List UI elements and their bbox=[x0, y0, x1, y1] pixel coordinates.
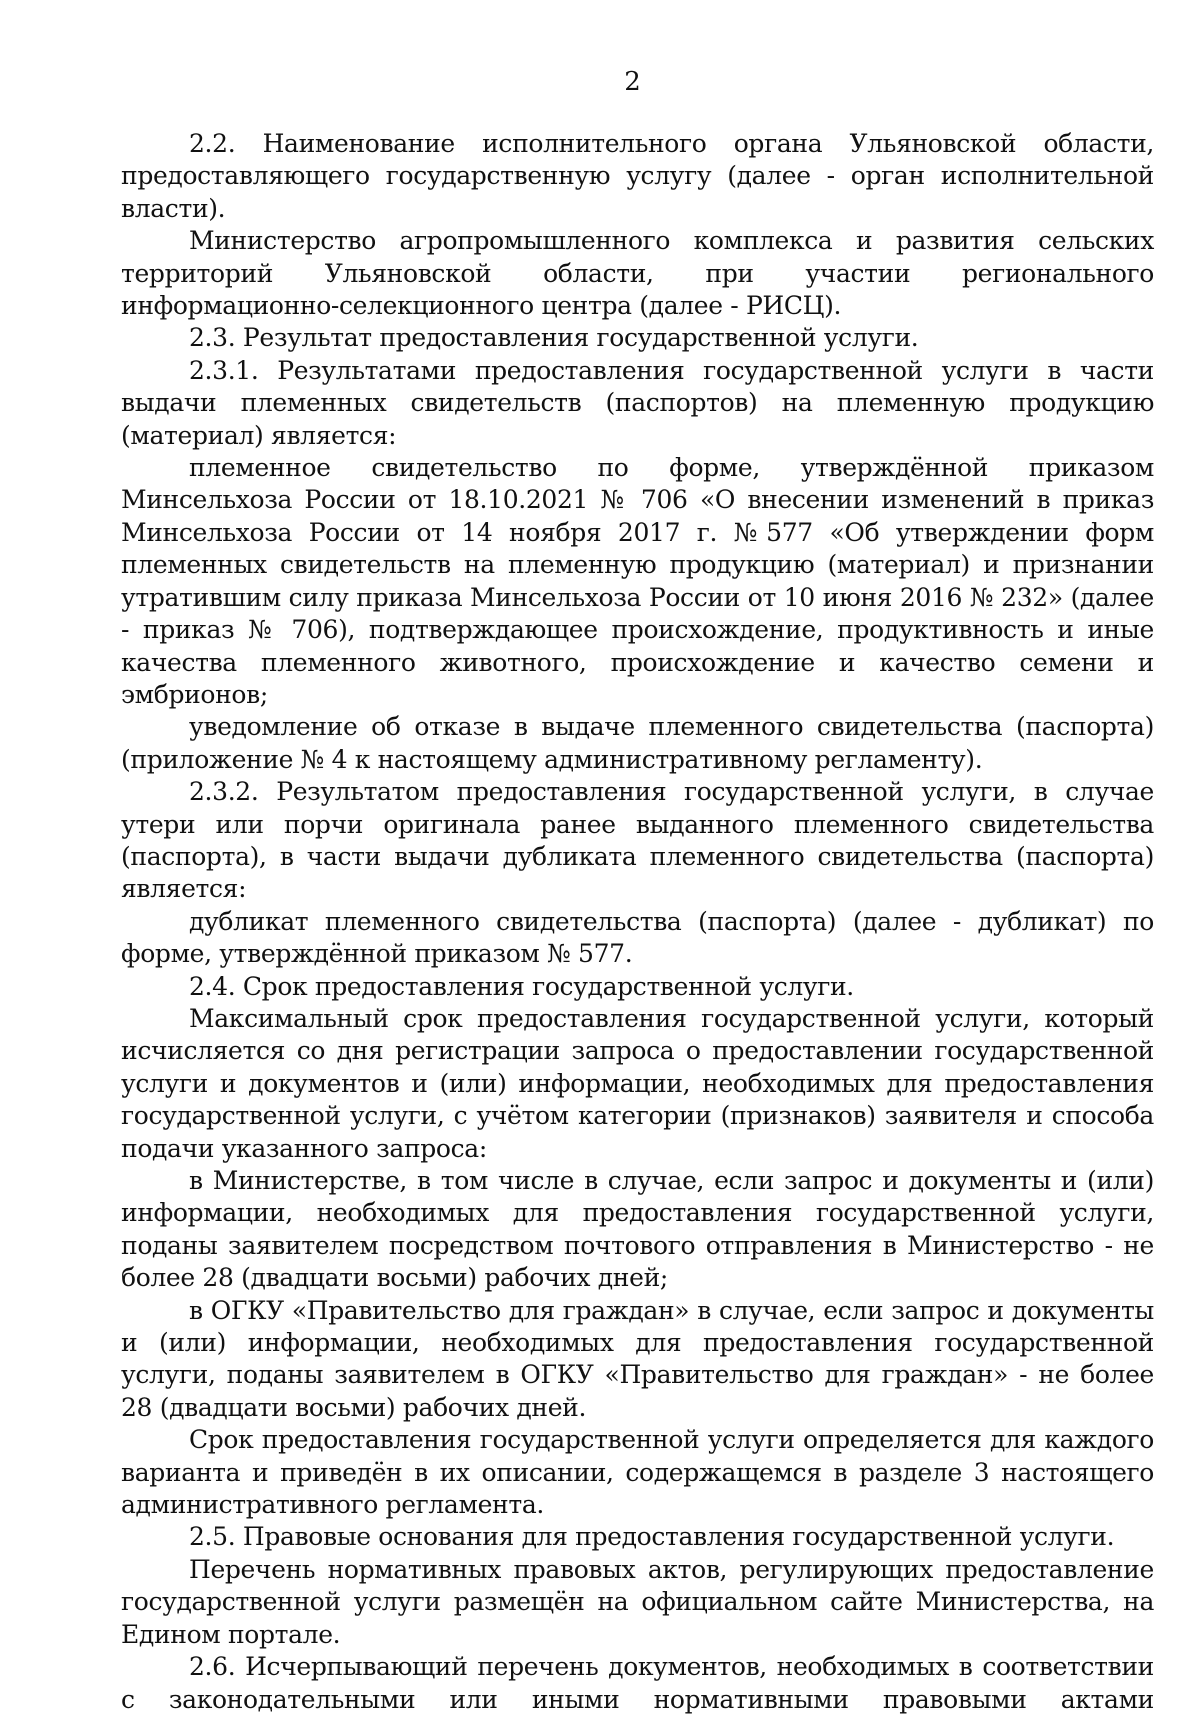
paragraph-max-term: Максимальный срок предоставления государственной услуги, который исчисляется со дня регистрации запроса о предоставлении государственной услуги и документов и (или) информации, необходимых для предоставления государственной услуги, с учётом категории (признаков) заявителя и способа подачи указанного запроса: bbox=[121, 1003, 1154, 1163]
paragraph-ministry-term: в Министерстве, в том числе в случае, если запрос и документы и (или) информации, необходимых для предоставления государственной услуги, поданы заявителем посредством почтового отправления в Министерство - не более 28 (двадцати восьми) рабочих дней; bbox=[121, 1166, 1154, 1293]
paragraph-term-variant: Срок предоставления государственной услуги определяется для каждого варианта и приведён в их описании, содержащемся в разделе 3 настоящего административного регламента. bbox=[121, 1425, 1154, 1520]
paragraph-refusal-notice: уведомление об отказе в выдаче племенного свидетельства (паспорта) (приложение № 4 к настоящему административному регламенту). bbox=[121, 712, 1154, 774]
paragraph-ministry: Министерство агропромышленного комплекса и развития сельских территорий Ульяновской области, при участии регионального информационно-селекционного центра (далее - РИСЦ). bbox=[121, 226, 1154, 321]
paragraph-2-5: 2.5. Правовые основания для предоставления государственной услуги. bbox=[189, 1522, 1115, 1552]
page-number: 2 bbox=[624, 67, 641, 97]
paragraph-2-3-1: 2.3.1. Результатами предоставления государственной услуги в части выдачи племенных свидетельств (паспортов) на племенную продукцию (материал) является: bbox=[121, 355, 1154, 450]
paragraph-breeding-certificate: племенное свидетельство по форме, утверждённой приказом Минсельхоза России от 18.10.2021 № 706 «О внесении изменений в приказ Минсельхоза России от 14 ноября 2017 г. №577 «Об утверждении форм племенных свидетельств на племенную продукцию (материал) и признании утратившим силу приказа Минсельхоза России от 10 июня 2016 № 232» (далее - приказ № 706), подтверждающее происхождение, продуктивность и иные качества племенного животного, происхождение и качество семени и эмбрионов; bbox=[121, 453, 1154, 709]
paragraph-2-6: 2.6. Исчерпывающий перечень документов, необходимых в соответствии с законодательными или иными нормативными правовыми актами bbox=[121, 1652, 1154, 1714]
paragraph-ogku-term: в ОГКУ «Правительство для граждан» в случае, если запрос и документы и (или) информации, необходимых для предоставления государственной услуги, поданы заявителем в ОГКУ «Правительство для граждан» - не более 28 (двадцати восьми) рабочих дней. bbox=[121, 1295, 1154, 1422]
paragraph-2-2: 2.2. Наименование исполнительного органа Ульяновской области, предоставляющего государственную услугу (далее - орган исполнительной власти). bbox=[121, 129, 1154, 223]
paragraph-legal-acts: Перечень нормативных правовых актов, регулирующих предоставление государственной услуги размещён на официальном сайте Министерства, на Едином портале. bbox=[121, 1554, 1154, 1649]
paragraph-2-4: 2.4. Срок предоставления государственной услуги. bbox=[189, 971, 854, 1001]
paragraph-duplicate: дубликат племенного свидетельства (паспорта) (далее - дубликат) по форме, утверждённой приказом № 577. bbox=[121, 906, 1154, 969]
paragraph-2-3: 2.3. Результат предоставления государственной услуги. bbox=[189, 323, 919, 353]
paragraph-2-3-2: 2.3.2. Результатом предоставления государственной услуги, в случае утери или порчи оригинала ранее выданного племенного свидетельства (паспорта), в части выдачи дубликата племенного свидетельства (паспорта) является: bbox=[121, 777, 1154, 904]
document-body bbox=[121, 128, 1154, 1716]
